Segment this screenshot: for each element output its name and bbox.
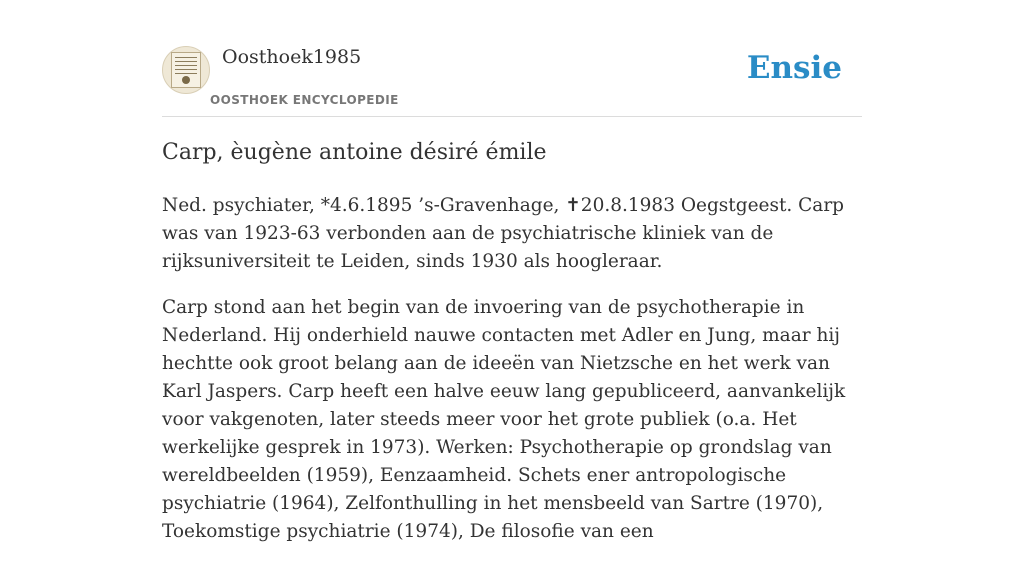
article-body	[162, 192, 862, 564]
avatar[interactable]	[162, 46, 210, 94]
encyclopedia-certificate-icon	[171, 52, 201, 88]
article-title: Carp, èugène antoine désiré émile	[162, 140, 547, 165]
article-paragraph: Ned. psychiater, *4.6.1895 ’s-Gravenhage, ✝20.8.1983 Oegstgeest. Carp was van 1923-63 verbonden aan de psychiatrische kliniek van de rijksuniversiteit te Leiden, sinds 1930 als hoogleraar.	[162, 195, 845, 272]
username-link[interactable]: Oosthoek1985	[222, 46, 362, 68]
article-paragraph: Carp stond aan het begin van de invoering van de psychotherapie in Nederland. Hij onderhield nauwe contacten met Adler en Jung, maar hij hechtte ook groot belang aan de ideeën van Nietzsche en het werk van Karl Jaspers. Carp heeft een halve eeuw lang gepubliceerd, aanvankelijk voor vakgenoten, later steeds meer voor het grote publiek (o.a. Het werkelijke gesprek in 1973). Werken: Psychotherapie op grondslag van wereldbeelden (1959), Eenzaamheid. Schets ener antropologische psychiatrie (1964), Zelfonthulling in het mensbeeld van Sartre (1970), Toekomstige psychiatrie (1974), De filosofie van een	[162, 297, 846, 542]
header	[162, 42, 862, 117]
source-label[interactable]: OOSTHOEK ENCYCLOPEDIE	[210, 93, 399, 107]
brand-logo[interactable]: Ensie	[746, 50, 842, 86]
